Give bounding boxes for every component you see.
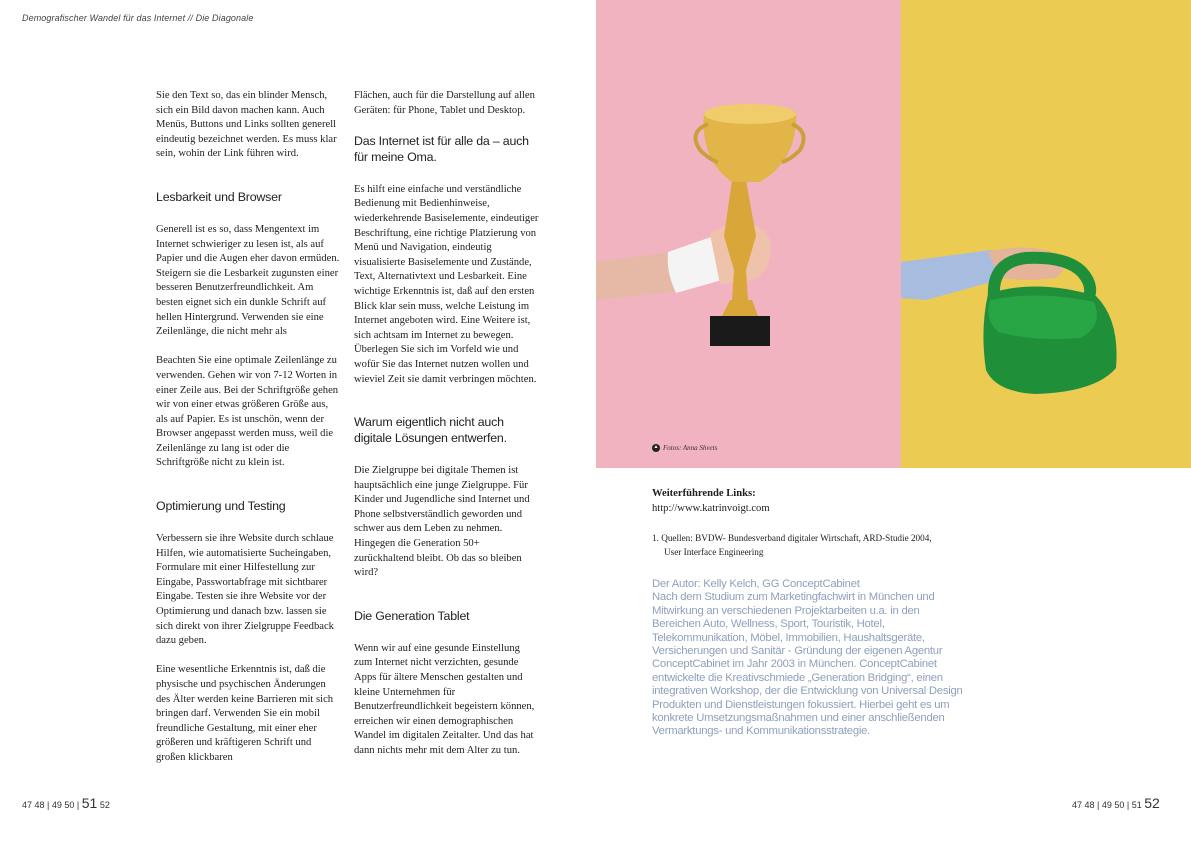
source-line-2: User Interface Engineering [664, 547, 764, 557]
subheading-internet-fuer-alle: Das Internet ist für alle da – auch für meine Oma. [354, 133, 529, 164]
folio-left [22, 795, 110, 811]
paragraph: Flächen, auch für die Darstellung auf allen Geräten: für Phone, Tablet und Desktop. [354, 90, 535, 116]
left-arm [596, 252, 674, 300]
source-line-1: 1. Quellen: BVDW- Bundesverband digitaler Wirtschaft, ARD-Studie 2004, [652, 533, 932, 543]
photo-trophy-and-bag [596, 0, 1191, 468]
bag-flap [988, 295, 1097, 339]
further-links [652, 487, 972, 516]
trophy-base [710, 316, 770, 346]
author-name: Der Autor: Kelly Kelch, GG ConceptCabinet [652, 578, 860, 590]
links-url[interactable]: http://www.katrinvoigt.com [652, 502, 770, 514]
camera-icon: ▲ [653, 445, 659, 451]
photo-credit-text: Fotos: Anna Shvets [663, 444, 718, 452]
paragraph: Die Zielgruppe bei digitale Themen ist hauptsächlich eine junge Zielgruppe. Für Kinder und Jugendliche sind Internet und Phone selbstverständlich geworden und schwer aus dem Leben zu nehmen. Hingegen die Generation 50+ zurückhaltend bleibt. Ob das so bleiben wird? [354, 465, 530, 579]
subheading-lesbarkeit: Lesbarkeit und Browser [156, 189, 282, 204]
folio-right-pages: 47 48 | 49 50 | 51 [1072, 800, 1142, 810]
paragraph: Verbessern sie ihre Website durch schlaue Hilfen, wie automatisierte Sucheingaben, Formulare mit einer Hilfestellung zur Eingabe, Passwortabfrage mit sichtbarer Eingabe. Testen sie ihre Website vor der Optimierung und danach bzw. lassen sie sich direkt von ihrer Zielgruppe Feedback dazu geben. [156, 533, 334, 647]
author-bio: Nach dem Studium zum Marketingfachwirt in München und Mitwirkung an verschiedenen Projektarbeiten u.a. in den Bereichen Auto, Wellness, Sport, Touristik, Hotel, Telekommunikation, Möbel, Immobilien, Haushaltsgeräte, Versicherungen und Sanitär - Gründung der eigenen Agentur ConceptCabinet im Jahr 2003 in München. ConceptCabinet entwickelte die Kreativschmiede „Generation Bridging“, einen integrativen Workshop, der die Entwicklung von Universal Design Produkten und Dienstleistungen fokussiert. Hierbei geht es um konkrete Umsetzungsmaßnahmen und einer anschließenden Vermarktungs- und Kommunikationsstrategie. [652, 591, 963, 738]
text-column-1 [156, 89, 342, 780]
photo-illustration [596, 0, 1191, 468]
paragraph: Eine wesentliche Erkenntnis ist, daß die physische und psychischen Änderungen des Älter werden keine Barrieren mit sich bringen darf. Verwenden Sie ein mobil freundliche Gestaltung, mit einer eher größeren und kräftigeren Schrift und großen klickbaren [156, 664, 334, 763]
subheading-digitale-loesungen: Warum eigentlich nicht auch digitale Lösungen entwerfen. [354, 415, 507, 446]
folio-right-current: 52 [1144, 795, 1160, 811]
text-column-2 [354, 89, 540, 773]
running-head: Demografischer Wandel für das Internet // Die Diagonale [22, 13, 254, 23]
author-box [652, 578, 967, 739]
paragraph: Beachten Sie eine optimale Zeilenlänge zu verwenden. Gehen wir von 7-12 Worten in einer Zeile aus. Bei der Schriftgröße gehen wir von einer etwas größeren Größe aus, als auf Papier. Es ist unschön, wenn der Browser angepasst werden muss, weil die Zeilenlänge zu lang ist oder die Schriftgröße nicht zu klein ist. [156, 355, 339, 469]
folio-left-pages: 47 48 | 49 50 | [22, 800, 80, 810]
folio-right [1072, 795, 1160, 811]
trophy-rim [704, 104, 796, 124]
photo-credit [652, 444, 717, 452]
links-title: Weiterführende Links: [652, 488, 756, 499]
subheading-generation-tablet: Die Generation Tablet [354, 608, 470, 623]
folio-left-current: 51 [81, 795, 98, 811]
sources [652, 531, 972, 559]
subheading-optimierung: Optimierung und Testing [156, 499, 286, 514]
folio-left-next: 52 [99, 800, 110, 810]
paragraph: Es hilft eine einfache und verständliche Bedienung mit Bedienhinweise, wiederkehrende Basiselemente, eindeutiger Beschriftung, eine richtige Platzierung von Menü und Navigation, eindeutig visualisierte Basiselemente und Zustände, Text, Alternativtext und Lesbarkeit. Eine wichtige Erkenntnis ist, daß auf den ersten Blick klar sein muss, welche Leistung im Internet angeboten wird. Eine Weitere ist, sich achtsam im Internet zu bewegen. Überlegen Sie sich im Vorfeld wie und wofür Sie das Internet nutzen wollen und wieviel Zeit sie damit verbringen möchten. [354, 183, 539, 385]
paragraph: Wenn wir auf eine gesunde Einstellung zum Internet nicht verzichten, gesunde Apps für ältere Menschen gestalten und kleine Unternehmen für Benutzerfreundlichkeit begeistern können, erreichen wir einen demographischen Wandel im digitalen Zeitalter. Und das hat dann nichts mehr mit dem Alter zu tun. [354, 642, 535, 756]
paragraph: Generell ist es so, dass Mengentext im Internet schwieriger zu lesen ist, als auf Papier und die Augen eher davon ermüden. Steigern sie die Lesbarkeit zugunsten einer besseren Benutzerfreundlichkeit. Am besten eignet sich ein dunkle Schrift auf hellen Hintergrund. Verwenden sie eine Zeilenlänge, die nicht mehr als [156, 223, 340, 338]
paragraph: Sie den Text so, das ein blinder Mensch, sich ein Bild davon machen kann. Auch Menüs, Buttons und Links sollten generell eindeutig bezeichnet werden. Es muss klar sein, wohin der Link führen wird. [156, 90, 337, 160]
